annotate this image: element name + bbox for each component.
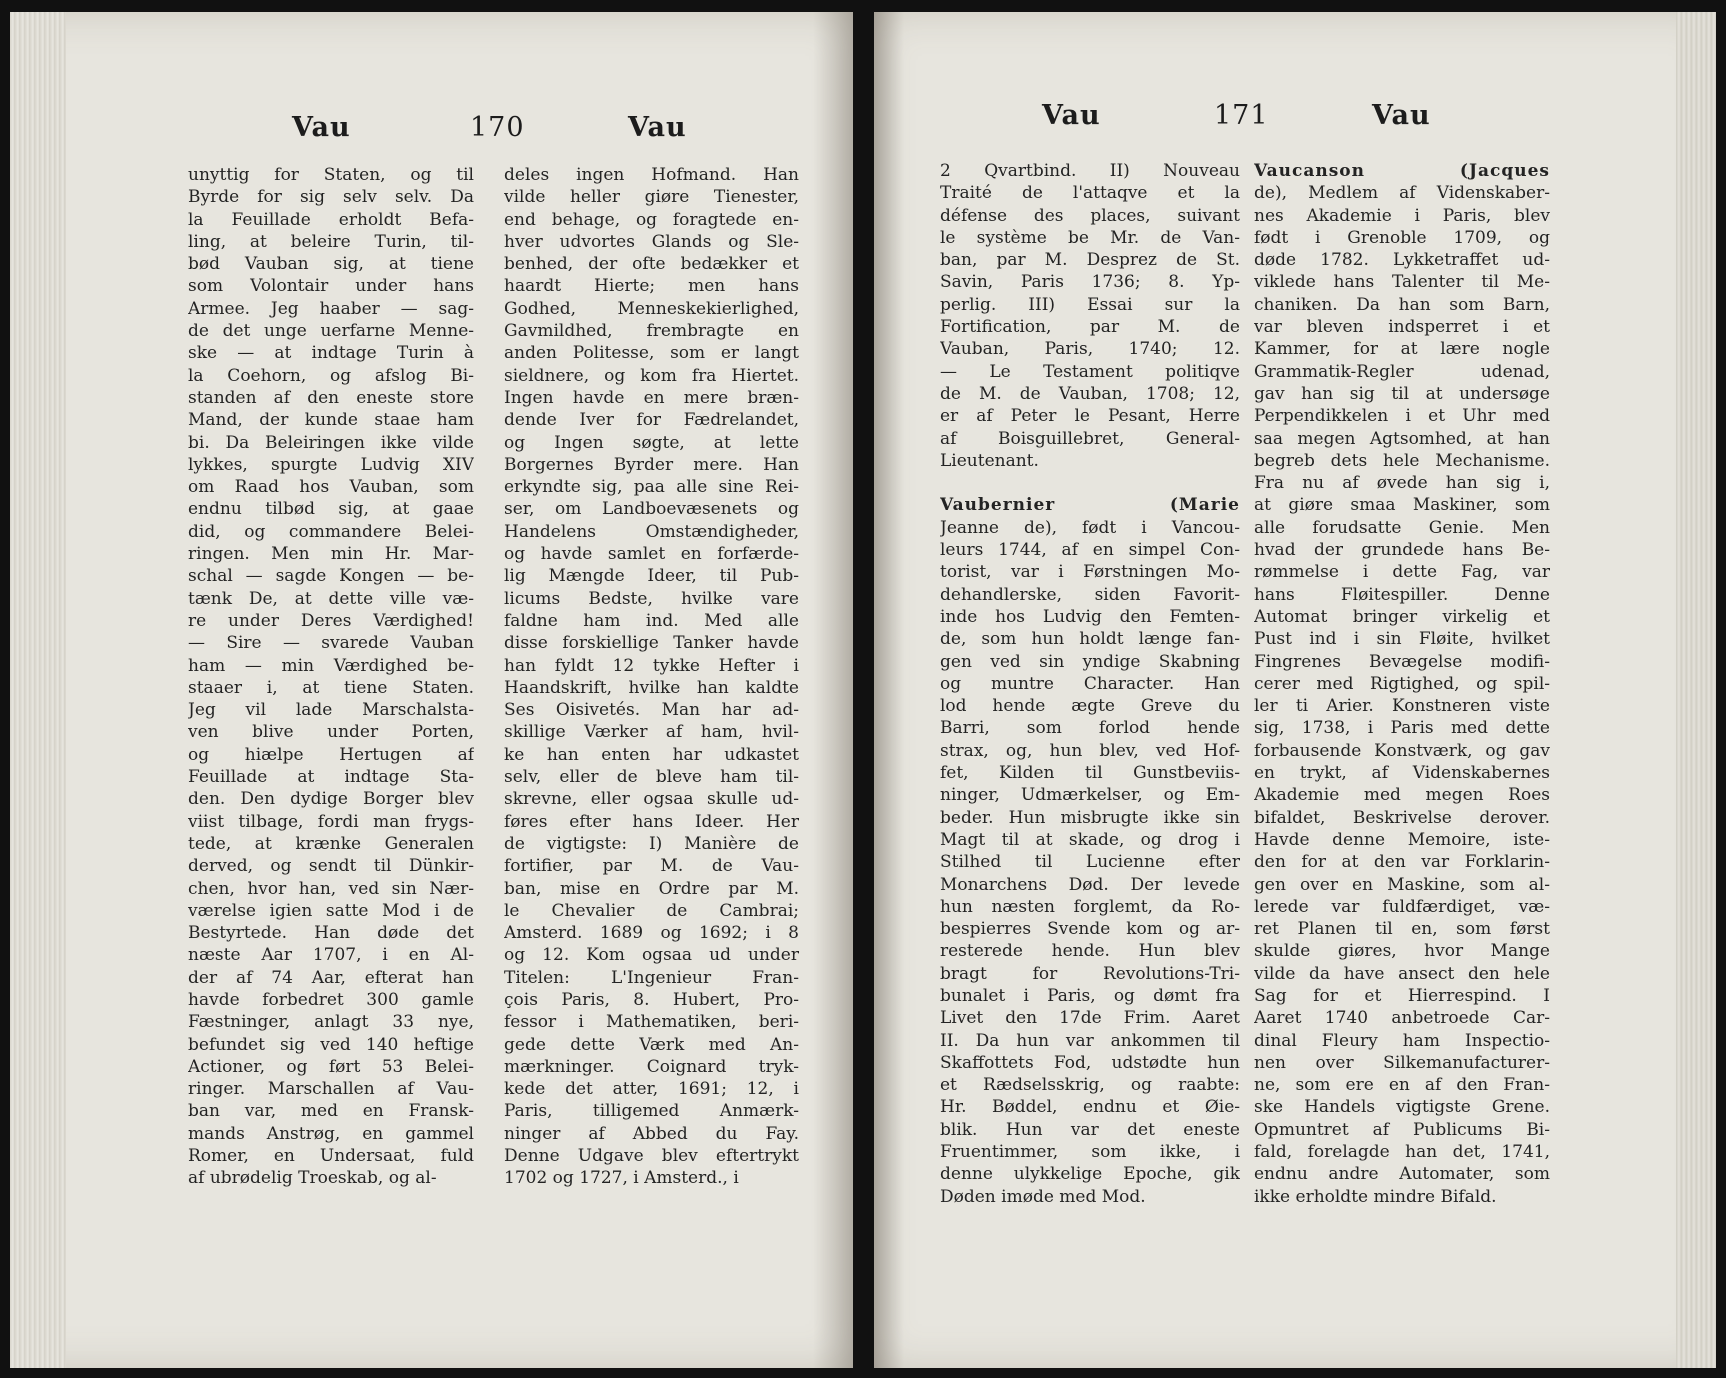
text-line: skulde giøres, hvor Mange — [1254, 941, 1550, 962]
text-line: om Raad hos Vauban, som — [188, 477, 474, 498]
text-line: endnu tilbød sig, at gaae — [188, 499, 474, 520]
text-line: ling, at beleire Turin, til- — [188, 231, 474, 252]
text-line: disse forskiellige Tanker havde — [504, 633, 799, 654]
text-line: Barri, som forlod hende — [940, 718, 1240, 739]
text-line: viist tilbage, fordi man frygs- — [188, 811, 474, 832]
text-line: Mand, der kunde staae ham — [188, 410, 474, 431]
text-line: Havde denne Memoire, iste- — [1254, 829, 1550, 850]
text-line: bød Vauban sig, at tiene — [188, 254, 474, 275]
text-line: bunalet i Paris, og dømt fra — [940, 985, 1240, 1006]
text-line: Ingen havde en mere bræn- — [504, 387, 799, 408]
text-line: ser, om Landboevæsenets og — [504, 499, 799, 520]
text-line: selv, eller de bleve ham til- — [504, 767, 799, 788]
text-line: torist, var i Førstningen Mo- — [940, 562, 1240, 583]
text-column-1 — [940, 160, 1240, 1208]
text-line: Aaret 1740 anbetroede Car- — [1254, 1008, 1550, 1029]
text-line: ringer. Marschallen af Vau- — [188, 1079, 474, 1100]
text-line: bi. Da Beleiringen ikke vilde — [188, 432, 474, 453]
text-line: Gavmildhed, frembragte en — [504, 321, 799, 342]
text-line: lykkes, spurgte Ludvig XIV — [188, 454, 474, 475]
text-line: og havde samlet en forfærde- — [504, 544, 799, 565]
text-line: Denne Udgave blev eftertrykt — [504, 1146, 799, 1167]
text-line: mands Anstrøg, en gammel — [188, 1123, 474, 1144]
text-line: født i Grenoble 1709, og — [1254, 227, 1550, 248]
text-line: faldne ham ind. Med alle — [504, 610, 799, 631]
text-line: le système be Mr. de Van- — [940, 227, 1240, 248]
gutter-shadow — [874, 12, 904, 1368]
text-line: et Rædselsskrig, og raabte: — [940, 1075, 1240, 1096]
text-line: og hiælpe Hertugen af — [188, 744, 474, 765]
text-line: Magt til at skade, og drog i — [940, 829, 1240, 850]
text-line: alle forudsatte Genie. Men — [1254, 517, 1550, 538]
text-line: Grammatik-Regler udenad, — [1254, 361, 1550, 382]
text-line: endnu andre Automater, som — [1254, 1164, 1550, 1185]
text-line: Fruentimmer, som ikke, i — [940, 1142, 1240, 1163]
text-line: erkyndte sig, paa alle sine Rei- — [504, 477, 799, 498]
text-line: bragt for Revolutions-Tri- — [940, 963, 1240, 984]
text-line: standen af den eneste store — [188, 387, 474, 408]
text-line: la Feuillade erholdt Befa- — [188, 209, 474, 230]
text-line: ske — at indtage Turin à — [188, 343, 474, 364]
text-line: tænk De, at dette ville væ- — [188, 588, 474, 609]
text-line: at giøre smaa Maskiner, som — [1254, 495, 1550, 516]
text-line: hver udvortes Glands og Sle- — [504, 231, 799, 252]
text-column-2 — [1254, 160, 1550, 1208]
text-line: Vaucanson (Jacques — [1254, 161, 1550, 181]
text-line: strax, og, hun blev, ved Hof- — [940, 740, 1240, 761]
text-line: haardt Hierte; men hans — [504, 276, 799, 297]
text-line: Bestyrtede. Han døde det — [188, 923, 474, 944]
text-line: ham — min Værdighed be- — [188, 655, 474, 676]
running-head-left: Vau — [292, 112, 351, 143]
text-line: de det unge uerfarne Menne- — [188, 321, 474, 342]
text-line: dende Iver for Fædrelandet, — [504, 410, 799, 431]
text-line: af ubrødelig Troeskab, og al- — [188, 1168, 437, 1189]
text-line: Skaffottets Fod, udstødte hun — [940, 1052, 1240, 1073]
text-line: og Ingen søgte, at lette — [504, 432, 799, 453]
text-line: saa megen Agtsomhed, at han — [1254, 428, 1550, 449]
text-line: ninger af Abbed du Fay. — [504, 1123, 799, 1144]
text-line: inde hos Ludvig den Femten- — [940, 606, 1240, 627]
text-line: føres efter hans Ideer. Her — [504, 811, 799, 832]
text-line: Hr. Bøddel, endnu et Øie- — [940, 1097, 1240, 1118]
text-line: fald, forelagde han det, 1741, — [1254, 1142, 1550, 1163]
text-line: de M. de Vauban, 1708; 12, — [940, 383, 1240, 404]
text-line: benhed, der ofte bedækker et — [504, 254, 799, 275]
text-line: de), Medlem af Videnskaber- — [1254, 183, 1550, 204]
text-line: anden Politesse, som er langt — [504, 343, 799, 364]
text-line: forbausende Konstværk, og gav — [1254, 740, 1550, 761]
text-line: fortifier, par M. de Vau- — [504, 856, 799, 877]
text-line: gede dette Værk med An- — [504, 1034, 799, 1055]
text-line: beder. Hun misbrugte ikke sin — [940, 807, 1240, 828]
text-line: lig Mængde Ideer, til Pub- — [504, 566, 799, 587]
text-line: vilde da have ansect den hele — [1254, 963, 1550, 984]
text-line: Romer, en Undersaat, fuld — [188, 1146, 474, 1167]
text-line: der af 74 Aar, efterat han — [188, 967, 474, 988]
text-line: ban, mise en Ordre par M. — [504, 878, 799, 899]
running-head-right: Vau — [1372, 100, 1431, 131]
text-line: en trykt, af Videnskabernes — [1254, 763, 1550, 784]
text-line: Automat bringer virkelig et — [1254, 606, 1550, 627]
text-line: ne, som ere en af den Fran- — [1254, 1075, 1550, 1096]
text-line: Opmuntret af Publicums Bi- — [1254, 1119, 1550, 1140]
text-line: Godhed, Menneskekierlighed, — [504, 298, 799, 319]
text-line: çois Paris, 8. Hubert, Pro- — [504, 989, 799, 1010]
text-line: ske Handels vigtigste Grene. — [1254, 1097, 1550, 1118]
text-line: var bleven indsperret i et — [1254, 317, 1550, 338]
text-line: viklede hans Talenter til Me- — [1254, 272, 1550, 293]
text-line: licums Bedste, hvilke vare — [504, 588, 799, 609]
text-line: lerede var fuldfærdiget, væ- — [1254, 896, 1550, 917]
text-line: som Volontair under hans — [188, 276, 474, 297]
text-line: han fyldt 12 tykke Hefter i — [504, 655, 799, 676]
text-line: Livet den 17de Frim. Aaret — [940, 1008, 1240, 1029]
text-line: Ses Oisivetés. Man har ad- — [504, 700, 799, 721]
text-line: derved, og sendt til Dünkir- — [188, 856, 474, 877]
text-line: værelse igien satte Mod i de — [188, 900, 474, 921]
text-line — [940, 472, 1240, 494]
text-line: schal — sagde Kongen — be- — [188, 566, 474, 587]
text-line: Stilhed til Lucienne efter — [940, 852, 1240, 873]
text-line: Akademie med megen Roes — [1254, 785, 1550, 806]
text-line: ke han enten har udkastet — [504, 744, 799, 765]
text-line: de, som hun holdt længe fan- — [940, 629, 1240, 650]
text-line: gen ved sin yndige Skabning — [940, 651, 1240, 672]
text-line: Kammer, for at lære nogle — [1254, 339, 1550, 360]
text-line: af Boisguillebret, General- — [940, 428, 1240, 449]
text-line: dinal Fleury ham Inspectio- — [1254, 1030, 1550, 1051]
page-edges-left — [10, 12, 66, 1368]
text-line: Savin, Paris 1736; 8. Yp- — [940, 272, 1240, 293]
text-line: ringen. Men min Hr. Mar- — [188, 544, 474, 565]
text-line: Jeanne de), født i Vancou- — [940, 517, 1240, 538]
text-line: døde 1782. Lykketraffet ud- — [1254, 250, 1550, 271]
text-line: fet, Kilden til Gunstbeviis- — [940, 763, 1240, 784]
text-line: blik. Hun var det eneste — [940, 1119, 1240, 1140]
text-line: le Chevalier de Cambrai; — [504, 900, 799, 921]
text-line: Pust ind i sin Fløite, hvilket — [1254, 629, 1550, 650]
text-line: staaer i, at tiene Staten. — [188, 677, 474, 698]
text-line: gav han sig til at undersøge — [1254, 383, 1550, 404]
right-page — [874, 12, 1716, 1368]
text-line: vilde heller giøre Tienester, — [504, 187, 799, 208]
page-edges-right — [1676, 12, 1716, 1368]
text-line: Monarchens Død. Der levede — [940, 874, 1240, 895]
text-line: dehandlerske, siden Favorit- — [940, 584, 1240, 605]
text-line: Vauban, Paris, 1740; 12. — [940, 339, 1240, 360]
text-line: cerer med Rigtighed, og spil- — [1254, 673, 1550, 694]
text-line: sieldnere, og kom fra Hiertet. — [504, 365, 799, 386]
text-line: Jeg vil lade Marschalsta- — [188, 700, 474, 721]
text-line: bespierres Svende kom og ar- — [940, 919, 1240, 940]
text-line: befundet sig ved 140 heftige — [188, 1034, 474, 1055]
running-head-right: Vau — [628, 112, 687, 143]
text-line: Borgernes Byrder mere. Han — [504, 454, 799, 475]
text-line: Sag for et Hierrespind. I — [1254, 985, 1550, 1006]
text-line: de vigtigste: I) Manière de — [504, 833, 799, 854]
text-line: Fæstninger, anlagt 33 nye, — [188, 1012, 474, 1033]
text-line: défense des places, suivant — [940, 205, 1240, 226]
text-line: Byrde for sig selv selv. Da — [188, 187, 474, 208]
text-line: tede, at krænke Generalen — [188, 833, 474, 854]
running-head-left: Vau — [1042, 100, 1101, 131]
text-line: Feuillade at indtage Sta- — [188, 767, 474, 788]
text-line: denne ulykkelige Epoche, gik — [940, 1164, 1240, 1185]
text-line: ret Planen til en, som først — [1254, 919, 1550, 940]
text-line: den for at den var Forklarin- — [1254, 852, 1550, 873]
text-column-2 — [504, 164, 799, 1190]
text-line: — Le Testament politiqve — [940, 361, 1240, 382]
text-line: unyttig for Staten, og til — [188, 165, 474, 185]
text-line: ban var, med en Fransk- — [188, 1101, 474, 1122]
text-line: og muntre Character. Han — [940, 673, 1240, 694]
text-line: begreb dets hele Mechanisme. — [1254, 450, 1550, 471]
text-line: skillige Værker af ham, hvil- — [504, 722, 799, 743]
text-line: rømmelse i dette Fag, var — [1254, 562, 1550, 583]
left-page — [10, 12, 853, 1368]
text-line: — Sire — svarede Vauban — [188, 633, 474, 654]
text-line: ikke erholdte mindre Bifald. — [1254, 1186, 1497, 1207]
text-line: chaniken. Da han som Barn, — [1254, 294, 1550, 315]
text-line: havde forbedret 300 gamle — [188, 989, 474, 1010]
text-line: Paris, tilligemed Anmærk- — [504, 1101, 799, 1122]
text-line: skrevne, eller ogsaa skulle ud- — [504, 789, 799, 810]
text-line: gen over en Maskine, som al- — [1254, 874, 1550, 895]
text-line: leurs 1744, af en simpel Con- — [940, 540, 1240, 561]
text-line: Perpendikkelen i et Uhr med — [1254, 406, 1550, 427]
text-line: Fingrenes Bevægelse modifi- — [1254, 651, 1550, 672]
text-line: mærkninger. Coignard tryk- — [504, 1056, 799, 1077]
text-line: ban, par M. Desprez de St. — [940, 250, 1240, 271]
text-line: nen over Silkemanufacturer- — [1254, 1052, 1550, 1073]
text-line: end behage, og foragtede en- — [504, 209, 799, 230]
text-line: fessor i Mathematiken, beri- — [504, 1012, 799, 1033]
text-line: II. Da hun var ankommen til — [940, 1030, 1240, 1051]
text-line: re under Deres Værdighed! — [188, 610, 474, 631]
text-line: Amsterd. 1689 og 1692; i 8 — [504, 923, 799, 944]
text-line: Vaubernier (Marie — [940, 495, 1240, 516]
page-number: 170 — [470, 112, 525, 143]
text-line: bifaldet, Beskrivelse derover. — [1254, 807, 1550, 828]
text-line: Actioner, og ført 53 Belei- — [188, 1056, 474, 1077]
text-line: næste Aar 1707, i en Al- — [188, 945, 474, 966]
text-line: Døden imøde med Mod. — [940, 1186, 1146, 1207]
page-number: 171 — [1214, 100, 1269, 131]
text-line: er af Peter le Pesant, Herre — [940, 406, 1240, 427]
text-line: Armee. Jeg haaber — sag- — [188, 298, 474, 319]
text-line: kede det atter, 1691; 12, i — [504, 1079, 799, 1100]
text-line: Fra nu af øvede han sig i, — [1254, 473, 1550, 494]
text-line: did, og commandere Belei- — [188, 521, 474, 542]
text-line: Fortification, par M. de — [940, 317, 1240, 338]
text-line: hvad der grundede hans Be- — [1254, 540, 1550, 561]
text-line: og 12. Kom ogsaa ud under — [504, 945, 799, 966]
text-line: ninger, Udmærkelser, og Em- — [940, 785, 1240, 806]
text-line: Lieutenant. — [940, 450, 1039, 471]
gutter-shadow — [813, 12, 853, 1368]
text-line: 2 Qvartbind. II) Nouveau — [940, 161, 1240, 181]
text-line: hun næsten forglemt, da Ro- — [940, 896, 1240, 917]
text-line: sig, 1738, i Paris med dette — [1254, 718, 1550, 739]
text-line: la Coehorn, og afslog Bi- — [188, 365, 474, 386]
text-line: hans Fløitespiller. Denne — [1254, 584, 1550, 605]
text-line: den. Den dydige Borger blev — [188, 789, 474, 810]
text-line: lod hende ægte Greve du — [940, 696, 1240, 717]
text-line: deles ingen Hofmand. Han — [504, 165, 799, 185]
text-line: chen, hvor han, ved sin Nær- — [188, 878, 474, 899]
text-column-1 — [188, 164, 474, 1190]
text-line: Handelens Omstændigheder, — [504, 521, 799, 542]
text-line: 1702 og 1727, i Amsterd., i — [504, 1168, 739, 1189]
text-line: perlig. III) Essai sur la — [940, 294, 1240, 315]
text-line: Traité de l'attaqve et la — [940, 183, 1240, 204]
text-line: ven blive under Porten, — [188, 722, 474, 743]
text-line: resterede hende. Hun blev — [940, 941, 1240, 962]
text-line: nes Akademie i Paris, blev — [1254, 205, 1550, 226]
text-line: Haandskrift, hvilke han kaldte — [504, 677, 799, 698]
text-line: ler ti Arier. Konstneren viste — [1254, 696, 1550, 717]
text-line: Titelen: L'Ingenieur Fran- — [504, 967, 799, 988]
